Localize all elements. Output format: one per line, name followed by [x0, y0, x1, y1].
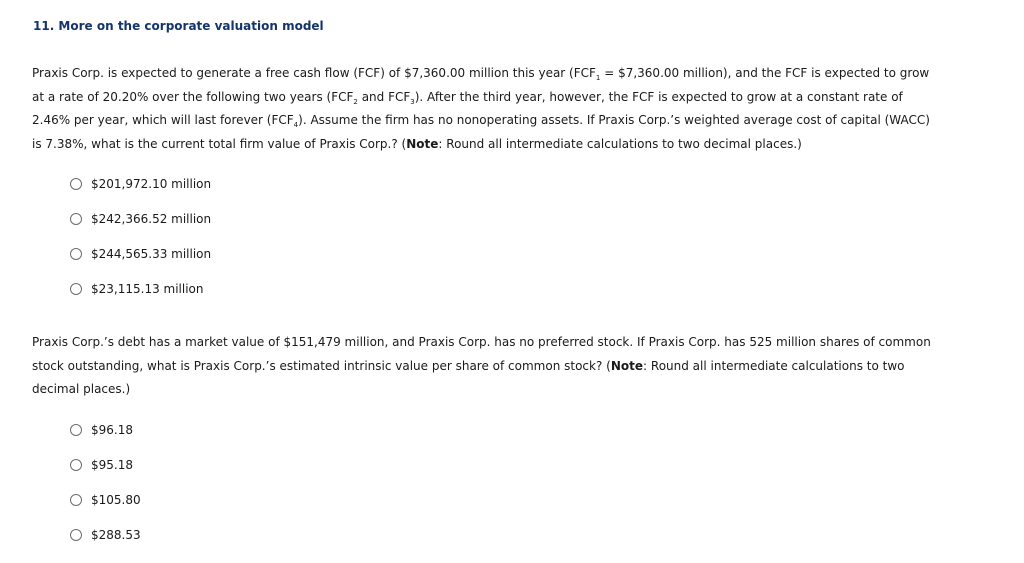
answer-option[interactable]: [70, 245, 211, 280]
question-2-text-part: : Round all intermediate calculations to two decimal places.): [32, 358, 905, 396]
subscript: 4: [293, 121, 299, 129]
question-2-options: [70, 421, 141, 561]
answer-option-label[interactable]: $242,366.52 million: [91, 212, 212, 226]
radio-button[interactable]: [70, 283, 82, 295]
question-1-text-part: ). After the third year, however, the FCF is expected to grow at a constant rate of 2.46% per year, which will last forever (FCF: [32, 89, 903, 127]
note-label: Note: [610, 358, 644, 373]
page-title: 11. More on the corporate valuation model: [33, 19, 324, 33]
answer-option[interactable]: [70, 280, 211, 315]
radio-button[interactable]: [70, 248, 82, 260]
question-1-text: [32, 62, 942, 156]
question-1-text-part: : Round all intermediate calculations to two decimal places.): [438, 136, 802, 151]
question-1-text-part: Praxis Corp. is expected to generate a free cash flow (FCF) of $7,360.00 million this year (FCF: [32, 66, 596, 80]
answer-option-label[interactable]: $23,115.13 million: [91, 282, 204, 296]
question-1-text-part: = $7,360.00 million), and the FCF is expected to grow at a rate of 20.20% over the following two years (FCF: [32, 66, 930, 104]
answer-option-label[interactable]: $244,565.33 million: [91, 247, 212, 261]
subscript: 3: [410, 97, 415, 106]
question-1-text-part: ). Assume the firm has no nonoperating assets. If Praxis Corp.’s weighted average cost of capital (WACC) is 7.38%, what is the current total firm value of Praxis Corp.? (: [32, 113, 930, 151]
answer-option[interactable]: [70, 421, 141, 456]
question-1-options: [70, 175, 211, 315]
radio-button[interactable]: [70, 529, 82, 541]
radio-button[interactable]: [70, 178, 82, 190]
radio-button[interactable]: [70, 459, 82, 471]
answer-option[interactable]: [70, 526, 141, 561]
subscript: 2: [353, 97, 358, 106]
answer-option-label[interactable]: $105.80: [91, 493, 141, 507]
question-2-text-part: Praxis Corp.’s debt has a market value of $151,479 million, and Praxis Corp. has no preferred stock. If Praxis Corp. has 525 million shares of common stock outstanding, what is Praxis Corp.’s estimated intrinsic value per share of common stock? (: [32, 335, 931, 373]
answer-option[interactable]: [70, 456, 141, 491]
answer-option[interactable]: [70, 491, 141, 526]
answer-option-label[interactable]: $96.18: [91, 423, 133, 437]
radio-button[interactable]: [70, 213, 82, 225]
question-1-text-part: and FCF: [357, 89, 411, 104]
answer-option[interactable]: [70, 175, 211, 210]
radio-button[interactable]: [70, 494, 82, 506]
answer-option-label[interactable]: $95.18: [91, 458, 133, 472]
subscript: 1: [595, 74, 601, 82]
note-label: Note: [406, 136, 439, 151]
radio-button[interactable]: [70, 424, 82, 436]
question-2-text: [32, 331, 942, 402]
answer-option[interactable]: [70, 210, 211, 245]
answer-option-label[interactable]: $288.53: [91, 528, 141, 542]
answer-option-label[interactable]: $201,972.10 million: [91, 177, 212, 191]
